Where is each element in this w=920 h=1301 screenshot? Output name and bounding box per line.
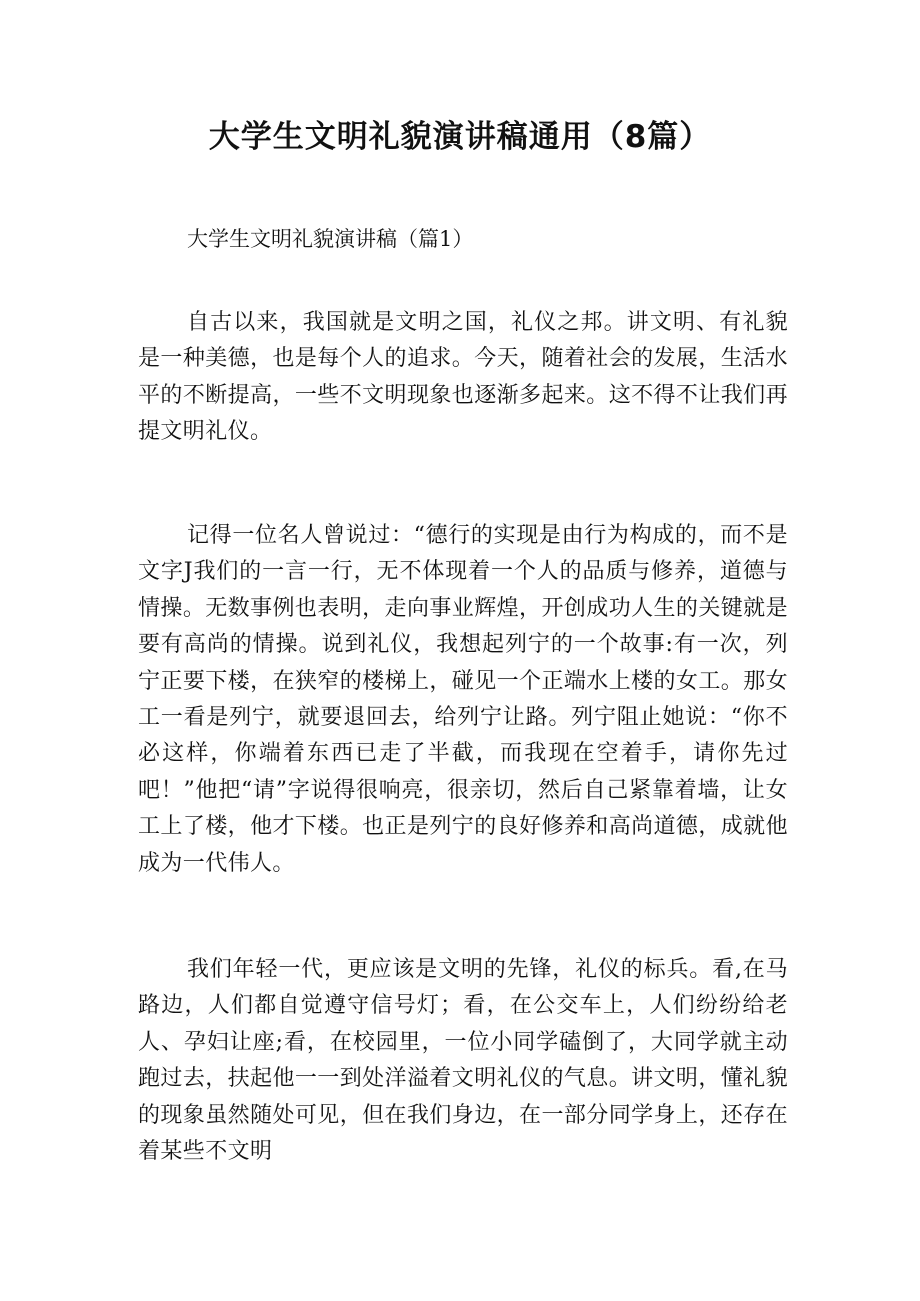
section-heading: 大学生文明礼貌演讲稿（篇1）	[187, 227, 474, 251]
paragraph-3: 我们年轻一代，更应该是文明的先锋，礼仪的标兵。看,在马路边，人们都自觉遵守信号灯；看，在公交车上，人们纷纷给老人、孕妇让座;看，在校园里，一位小同学磕倒了，大同学就主动跑过去，扶起他一一到处洋溢着文明礼仪的气息。讲文明，懂礼貌的现象虽然随处可见，但在我们身边，在一部分同学身上，还存在着某些不文明	[138, 957, 788, 1165]
paragraph-1: 自古以来，我国就是文明之国，礼仪之邦。讲文明、有礼貌是一种美德，也是每个人的追求。今天，随着社会的发展，生活水平的不断提高，一些不文明现象也逐渐多起来。这不得不让我们再提文明礼仪。	[138, 310, 788, 445]
document-title: 大学生文明礼貌演讲稿通用（8篇）	[208, 119, 712, 155]
paragraph-2: 记得一位名人曾说过：“德行的实现是由行为构成的，而不是文字J我们的一言一行，无不体现着一个人的品质与修养，道德与情操。无数事例也表明，走向事业辉煌，开创成功人生的关键就是要有高尚的情操。说到礼仪，我想起列宁的一个故事:有一次，列宁正要下楼，在狭窄的楼梯上，碰见一个正端水上楼的女工。那女工一看是列宁，就要退回去，给列宁让路。列宁阻止她说：“你不必这样，你端着东西已走了半截，而我现在空着手，请你先过吧！”他把“请”字说得很响亮，很亲切，然后自己紧靠着墙，让女工上了楼，他才下楼。也正是列宁的良好修养和高尚道德，成就他成为一代伟人。	[138, 523, 788, 876]
